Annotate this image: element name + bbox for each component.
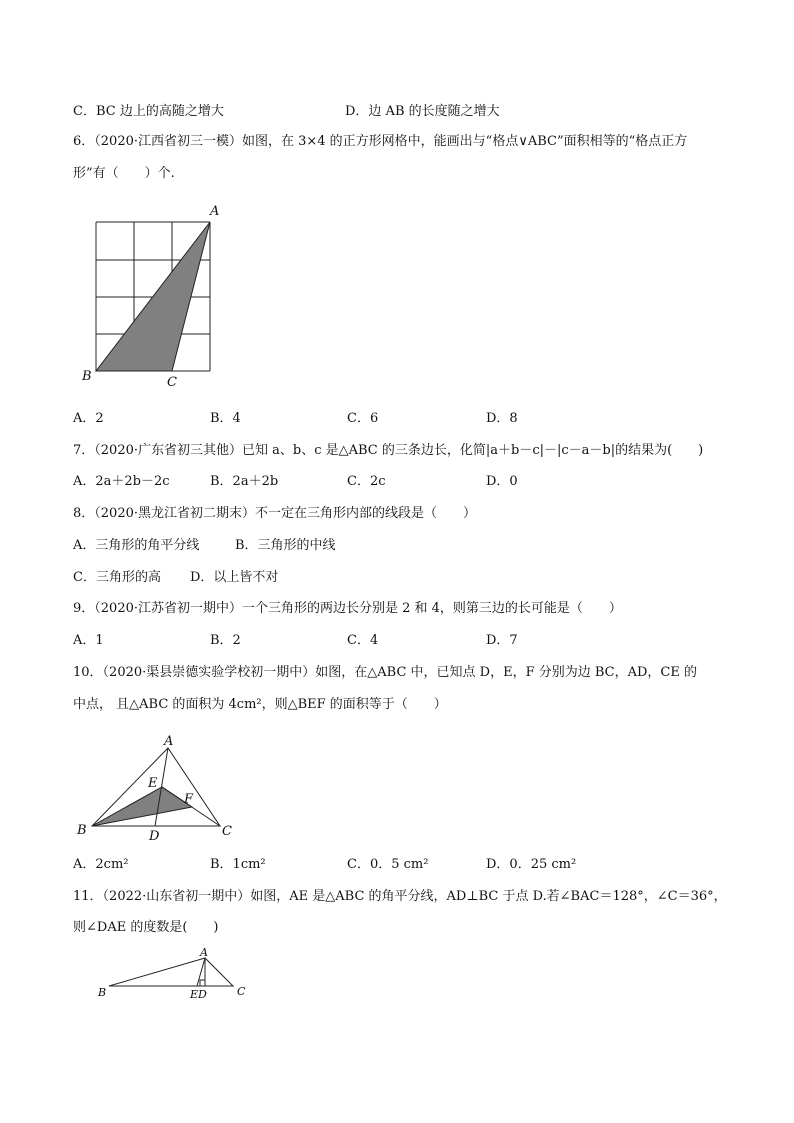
q8-option-c: C．三角形的高 [73, 570, 161, 585]
q11-stem-line2: 则∠DAE 的度数是( ) [73, 920, 219, 935]
q10-label-e: E [148, 776, 158, 791]
q10-triangle-bef [92, 787, 192, 826]
q10-option-a: A．2cm² [73, 857, 129, 872]
q5-option-d: D．边 AB 的长度随之增大 [345, 104, 500, 119]
q10-option-d: D．0．25 cm² [486, 857, 577, 872]
q9-option-d: D．7 [486, 633, 518, 648]
q6-stem-line2: 形”有（ ）个. [73, 166, 175, 181]
q10-option-c: C．0．5 cm² [347, 857, 429, 872]
q10-label-c: C [222, 824, 232, 839]
q9-stem: 9．（2020·江苏省初一期中）一个三角形的两边长分别是 2 和 4，则第三边的长可能是（ ） [73, 601, 622, 616]
q6-option-c: C．6 [347, 411, 379, 426]
q9-option-b: B．2 [210, 633, 241, 648]
q6-option-a: A．2 [73, 411, 104, 426]
q10-label-b: B [77, 823, 87, 838]
q11-label-b: B [98, 986, 107, 999]
q10-label-a: A [164, 734, 174, 749]
q11-triangle-figure [95, 946, 265, 1006]
q6-stem-line1: 6．（2020·江西省初三一模）如图，在 3×4 的正方形网格中，能画出与“格点∨ABC”面积相等的“格点正方 [73, 134, 688, 149]
q10-stem-line2: 中点， 且△ABC 的面积为 4cm²，则△BEF 的面积等于（ ） [73, 697, 447, 712]
q6-option-b: B．4 [210, 411, 241, 426]
q8-option-a: A．三角形的角平分线 [73, 538, 200, 553]
q7-stem: 7．（2020·广东省初三其他）已知 a、b、c 是△ABC 的三条边长，化简|a＋b－c|－|c－a－b|的结果为( ) [73, 443, 704, 458]
q9-option-a: A．1 [73, 633, 104, 648]
q6-label-c: C [167, 375, 177, 390]
q7-option-d: D．0 [486, 474, 518, 489]
q6-label-a: A [210, 204, 220, 219]
q9-option-c: C．4 [347, 633, 379, 648]
q10-triangle-figure [75, 732, 245, 842]
q11-label-ed: ED [190, 988, 207, 1001]
q6-label-b: B [82, 369, 92, 384]
q8-stem: 8．（2020·黑龙江省初二期末）不一定在三角形内部的线段是（ ） [73, 506, 476, 521]
q7-option-b: B．2a＋2b [210, 474, 279, 489]
q5-option-c: C．BC 边上的高随之增大 [73, 104, 224, 119]
q10-label-d: D [149, 829, 160, 844]
q7-option-a: A．2a＋2b－2c [73, 474, 170, 489]
q6-option-d: D．8 [486, 411, 518, 426]
q11-label-c: C [237, 985, 246, 998]
q10-label-f: F [184, 792, 194, 807]
q11-label-a: A [200, 946, 208, 959]
q11-stem-line1: 11．（2022·山东省初一期中）如图，AE 是△ABC 的角平分线，AD⊥BC 于点 D.若∠BAC＝128°，∠C＝36°， [73, 889, 727, 904]
q10-stem-line1: 10．（2020·渠县崇德实验学校初一期中）如图，在△ABC 中，已知点 D，E，F 分别为边 BC，AD，CE 的 [73, 665, 697, 680]
q7-option-c: C．2c [347, 474, 386, 489]
q8-option-b: B．三角形的中线 [235, 538, 336, 553]
q10-option-b: B．1cm² [210, 857, 266, 872]
q8-option-d: D．以上皆不对 [190, 570, 279, 585]
q6-grid-figure [80, 200, 230, 390]
